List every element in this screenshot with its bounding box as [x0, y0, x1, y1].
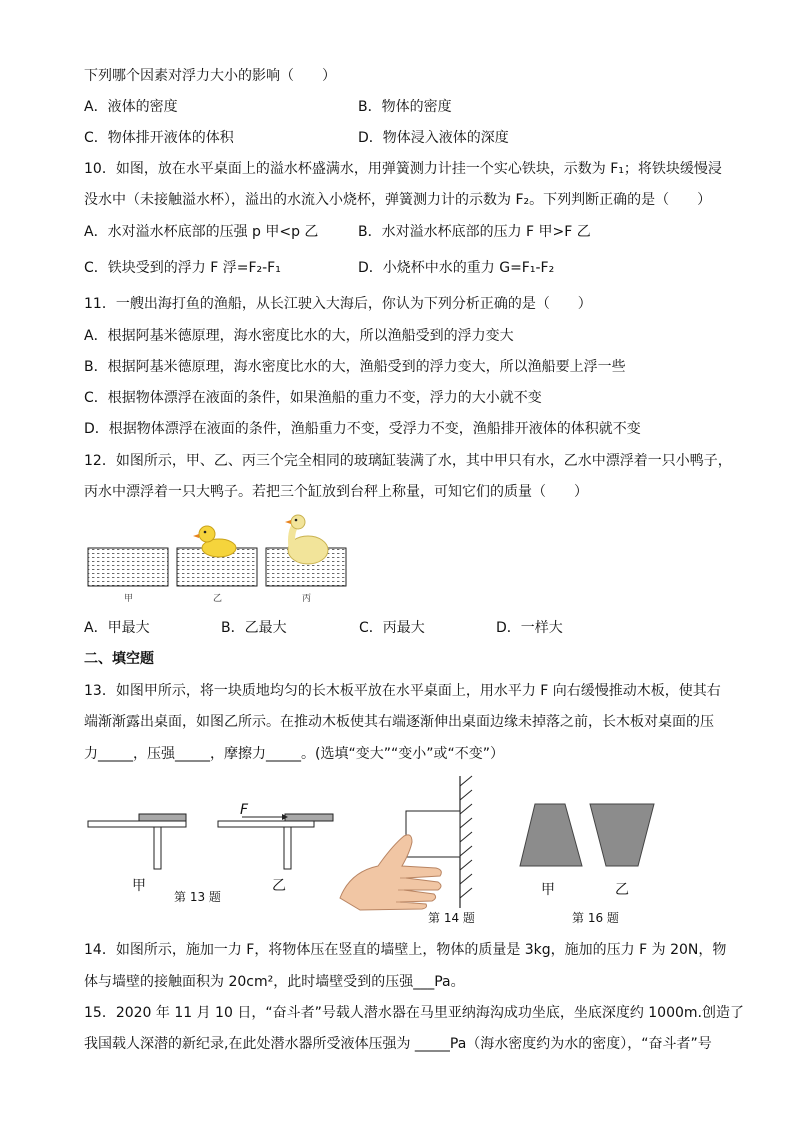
q14-stem-line2: 体与墙壁的接触面积为 20cm²，此时墙壁受到的压强___Pa。 [84, 974, 465, 990]
q12-label-yi: 乙 [213, 594, 223, 604]
section-title: 二、填空题 [84, 651, 154, 667]
q12-stem-line2: 丙水中漂浮着一只大鸭子。若把三个缸放到台秤上称量，可知它们的质量（ ） [84, 484, 588, 500]
fig13-yi-table [218, 810, 348, 870]
q12-stem-line1: 12．如图所示，甲、乙、丙三个完全相同的玻璃缸装满了水，其中甲只有水，乙水中漂浮着一只小鸭子， [84, 453, 732, 469]
pressed-block [406, 811, 460, 857]
q14-stem-line1: 14．如图所示，施加一力 F，将物体压在竖直的墙壁上，物体的质量是 3kg，施加的压力 F 为 20N，物 [84, 942, 727, 958]
hatched-wall [460, 776, 472, 908]
fig16-yi-label: 乙 [615, 882, 629, 898]
q10-option-c: C．铁块受到的浮力 F 浮=F₂-F₁ [84, 260, 281, 276]
fig13-yi-label: 乙 [272, 878, 286, 894]
q9-stem: 下列哪个因素对浮力大小的影响（ ） [84, 68, 336, 84]
q11-option-b: B．根据阿基米德原理，海水密度比水的大，渔船受到的浮力变大，所以渔船要上浮一些 [84, 359, 626, 375]
q13-stem-line3: 力_____，压强_____，摩擦力_____。(选填“变大”“变小”或“不变”） [84, 746, 504, 762]
q10-option-b: B．水对溢水杯底部的压力 F 甲>F 乙 [358, 224, 591, 240]
q11-option-a: A．根据阿基米德原理，海水密度比水的大，所以渔船受到的浮力变大 [84, 328, 514, 344]
q11-stem: 11．一艘出海打鱼的渔船，从长江驶入大海后，你认为下列分析正确的是（ ） [84, 296, 592, 312]
big-duck-icon [285, 515, 328, 564]
q15-stem-line1: 15．2020 年 11 月 10 日，“奋斗者”号载人潜水器在马里亚纳海沟成功坐底，坐底深度约 1000m.创造了 [84, 1005, 744, 1021]
tank-jia [88, 548, 168, 586]
q12-label-bing: 丙 [302, 594, 312, 604]
fig14-hand-block-wall [340, 776, 490, 911]
q9-option-a: A．液体的密度 [84, 99, 178, 115]
q12-option-a: A．甲最大 [84, 620, 150, 636]
fig13-jia-label: 甲 [132, 878, 146, 894]
q11-option-d: D．根据物体漂浮在液面的条件，渔船重力不变，受浮力不变，渔船排开液体的体积就不变 [84, 421, 641, 437]
q10-option-d: D．小烧杯中水的重力 G=F₁-F₂ [358, 260, 555, 276]
q10-option-a: A．水对溢水杯底部的压强 p 甲<p 乙 [84, 224, 319, 240]
q11-option-c: C．根据物体漂浮在液面的条件，如果渔船的重力不变，浮力的大小就不变 [84, 390, 542, 406]
q13-stem-line1: 13．如图甲所示，将一块质地均匀的长木板平放在水平桌面上，用水平力 F 向右缓慢推动木板，使其右 [84, 683, 721, 699]
q12-option-c: C．丙最大 [359, 620, 425, 636]
trapezoid-jia [520, 804, 582, 866]
q12-label-jia: 甲 [124, 594, 134, 604]
fig13-caption: 第 13 题 [174, 890, 221, 904]
fig13-jia-table [88, 810, 198, 870]
fig13-force-label: F [240, 802, 249, 818]
q9-option-c: C．物体排开液体的体积 [84, 130, 234, 146]
q12-option-b: B．乙最大 [221, 620, 287, 636]
q15-stem-line2: 我国载人深潜的新纪录,在此处潜水器所受液体压强为 _____Pa（海水密度约为水的密度），“奋斗者”号 [84, 1036, 712, 1052]
fig16-trapezoids [520, 802, 670, 872]
fig14-caption: 第 14 题 [428, 911, 475, 925]
q12-tanks-figure [86, 512, 346, 602]
q9-option-b: B．物体的密度 [358, 99, 452, 115]
trapezoid-yi [590, 804, 654, 866]
q9-option-d: D．物体浸入液体的深度 [358, 130, 509, 146]
fig16-jia-label: 甲 [541, 882, 555, 898]
q13-stem-line2: 端渐渐露出桌面，如图乙所示。在推动木板使其右端逐渐伸出桌面边缘未掉落之前，长木板对桌面的压 [84, 714, 714, 730]
q10-stem-line1: 10．如图，放在水平桌面上的溢水杯盛满水，用弹簧测力计挂一个实心铁块，示数为 F₁；将铁块缓慢浸 [84, 161, 722, 177]
fig16-caption: 第 16 题 [572, 911, 619, 925]
q10-stem-line2: 没水中（未接触溢水杯），溢出的水流入小烧杯，弹簧测力计的示数为 F₂。下列判断正确的是（ ） [84, 192, 712, 208]
q12-option-d: D．一样大 [496, 620, 563, 636]
